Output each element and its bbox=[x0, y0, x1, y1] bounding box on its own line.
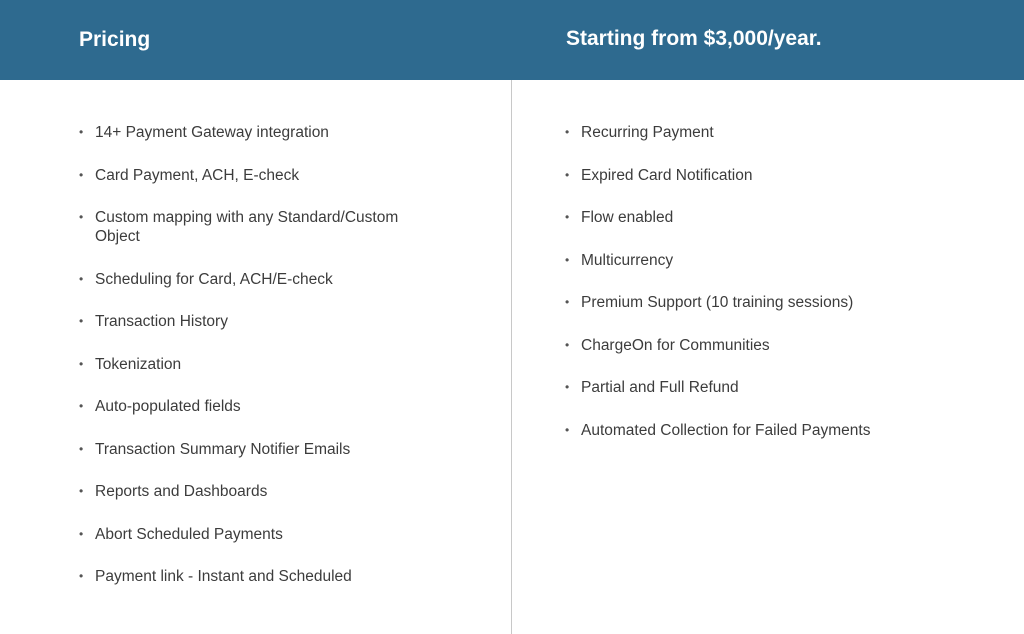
feature-text: Multicurrency bbox=[581, 251, 674, 269]
bullet-icon: • bbox=[565, 210, 570, 224]
feature-text: Transaction Summary Notifier Emails bbox=[95, 440, 351, 458]
bullet-icon: • bbox=[565, 295, 570, 309]
feature-text: Reports and Dashboards bbox=[95, 483, 268, 500]
feature-text: Transaction History bbox=[95, 313, 228, 330]
feature-item bbox=[79, 166, 439, 185]
bullet-icon: • bbox=[79, 314, 84, 328]
feature-item bbox=[565, 208, 925, 227]
feature-text: Tokenization bbox=[95, 355, 182, 373]
feature-item bbox=[79, 355, 439, 374]
bullet-icon: • bbox=[565, 252, 570, 267]
feature-item bbox=[79, 123, 439, 142]
feature-text: Partial and Full Refund bbox=[581, 379, 739, 396]
bullet-icon: • bbox=[565, 380, 570, 394]
feature-text: Recurring Payment bbox=[581, 124, 714, 141]
feature-text: Auto-populated fields bbox=[95, 398, 241, 415]
feature-text: 14+ Payment Gateway integration bbox=[95, 124, 329, 141]
feature-item bbox=[79, 208, 439, 246]
bullet-icon: • bbox=[79, 569, 84, 583]
feature-text: Custom mapping with any Standard/Custom Object bbox=[95, 209, 399, 245]
feature-item bbox=[565, 336, 925, 355]
feature-text: ChargeOn for Communities bbox=[581, 336, 770, 354]
feature-item bbox=[79, 440, 439, 459]
pricing-title: Pricing bbox=[79, 28, 151, 51]
feature-item bbox=[79, 525, 439, 544]
bullet-icon: • bbox=[565, 125, 570, 139]
bullet-icon: • bbox=[79, 271, 84, 286]
feature-item bbox=[79, 567, 439, 586]
feature-text: Payment link - Instant and Scheduled bbox=[95, 568, 352, 585]
feature-item bbox=[565, 123, 925, 142]
bullet-icon: • bbox=[79, 526, 84, 541]
feature-item bbox=[565, 378, 925, 397]
feature-text: Premium Support (10 training sessions) bbox=[581, 294, 854, 311]
feature-text: Flow enabled bbox=[581, 209, 674, 226]
feature-text: Card Payment, ACH, E-check bbox=[95, 166, 300, 184]
feature-item bbox=[79, 482, 439, 501]
pricing-header bbox=[0, 0, 1024, 80]
feature-text: Scheduling for Card, ACH/E-check bbox=[95, 270, 333, 288]
column-divider bbox=[511, 80, 512, 634]
right-feature-list bbox=[565, 123, 925, 463]
feature-item bbox=[565, 166, 925, 185]
left-feature-list bbox=[79, 123, 439, 610]
bullet-icon: • bbox=[565, 167, 570, 182]
bullet-icon: • bbox=[79, 441, 84, 456]
bullet-icon: • bbox=[79, 167, 84, 182]
feature-item bbox=[565, 421, 925, 440]
feature-item bbox=[79, 270, 439, 289]
bullet-icon: • bbox=[565, 422, 570, 437]
feature-item bbox=[565, 293, 925, 312]
bullet-icon: • bbox=[79, 125, 84, 139]
bullet-icon: • bbox=[79, 356, 84, 371]
feature-item bbox=[79, 312, 439, 331]
feature-text: Abort Scheduled Payments bbox=[95, 525, 283, 543]
starting-price: Starting from $3,000/year. bbox=[566, 27, 822, 50]
bullet-icon: • bbox=[79, 484, 84, 498]
bullet-icon: • bbox=[79, 399, 84, 413]
feature-text: Expired Card Notification bbox=[581, 166, 753, 184]
feature-text: Automated Collection for Failed Payments bbox=[581, 421, 871, 439]
bullet-icon: • bbox=[565, 337, 570, 352]
feature-item bbox=[565, 251, 925, 270]
feature-item bbox=[79, 397, 439, 416]
bullet-icon: • bbox=[79, 210, 84, 224]
